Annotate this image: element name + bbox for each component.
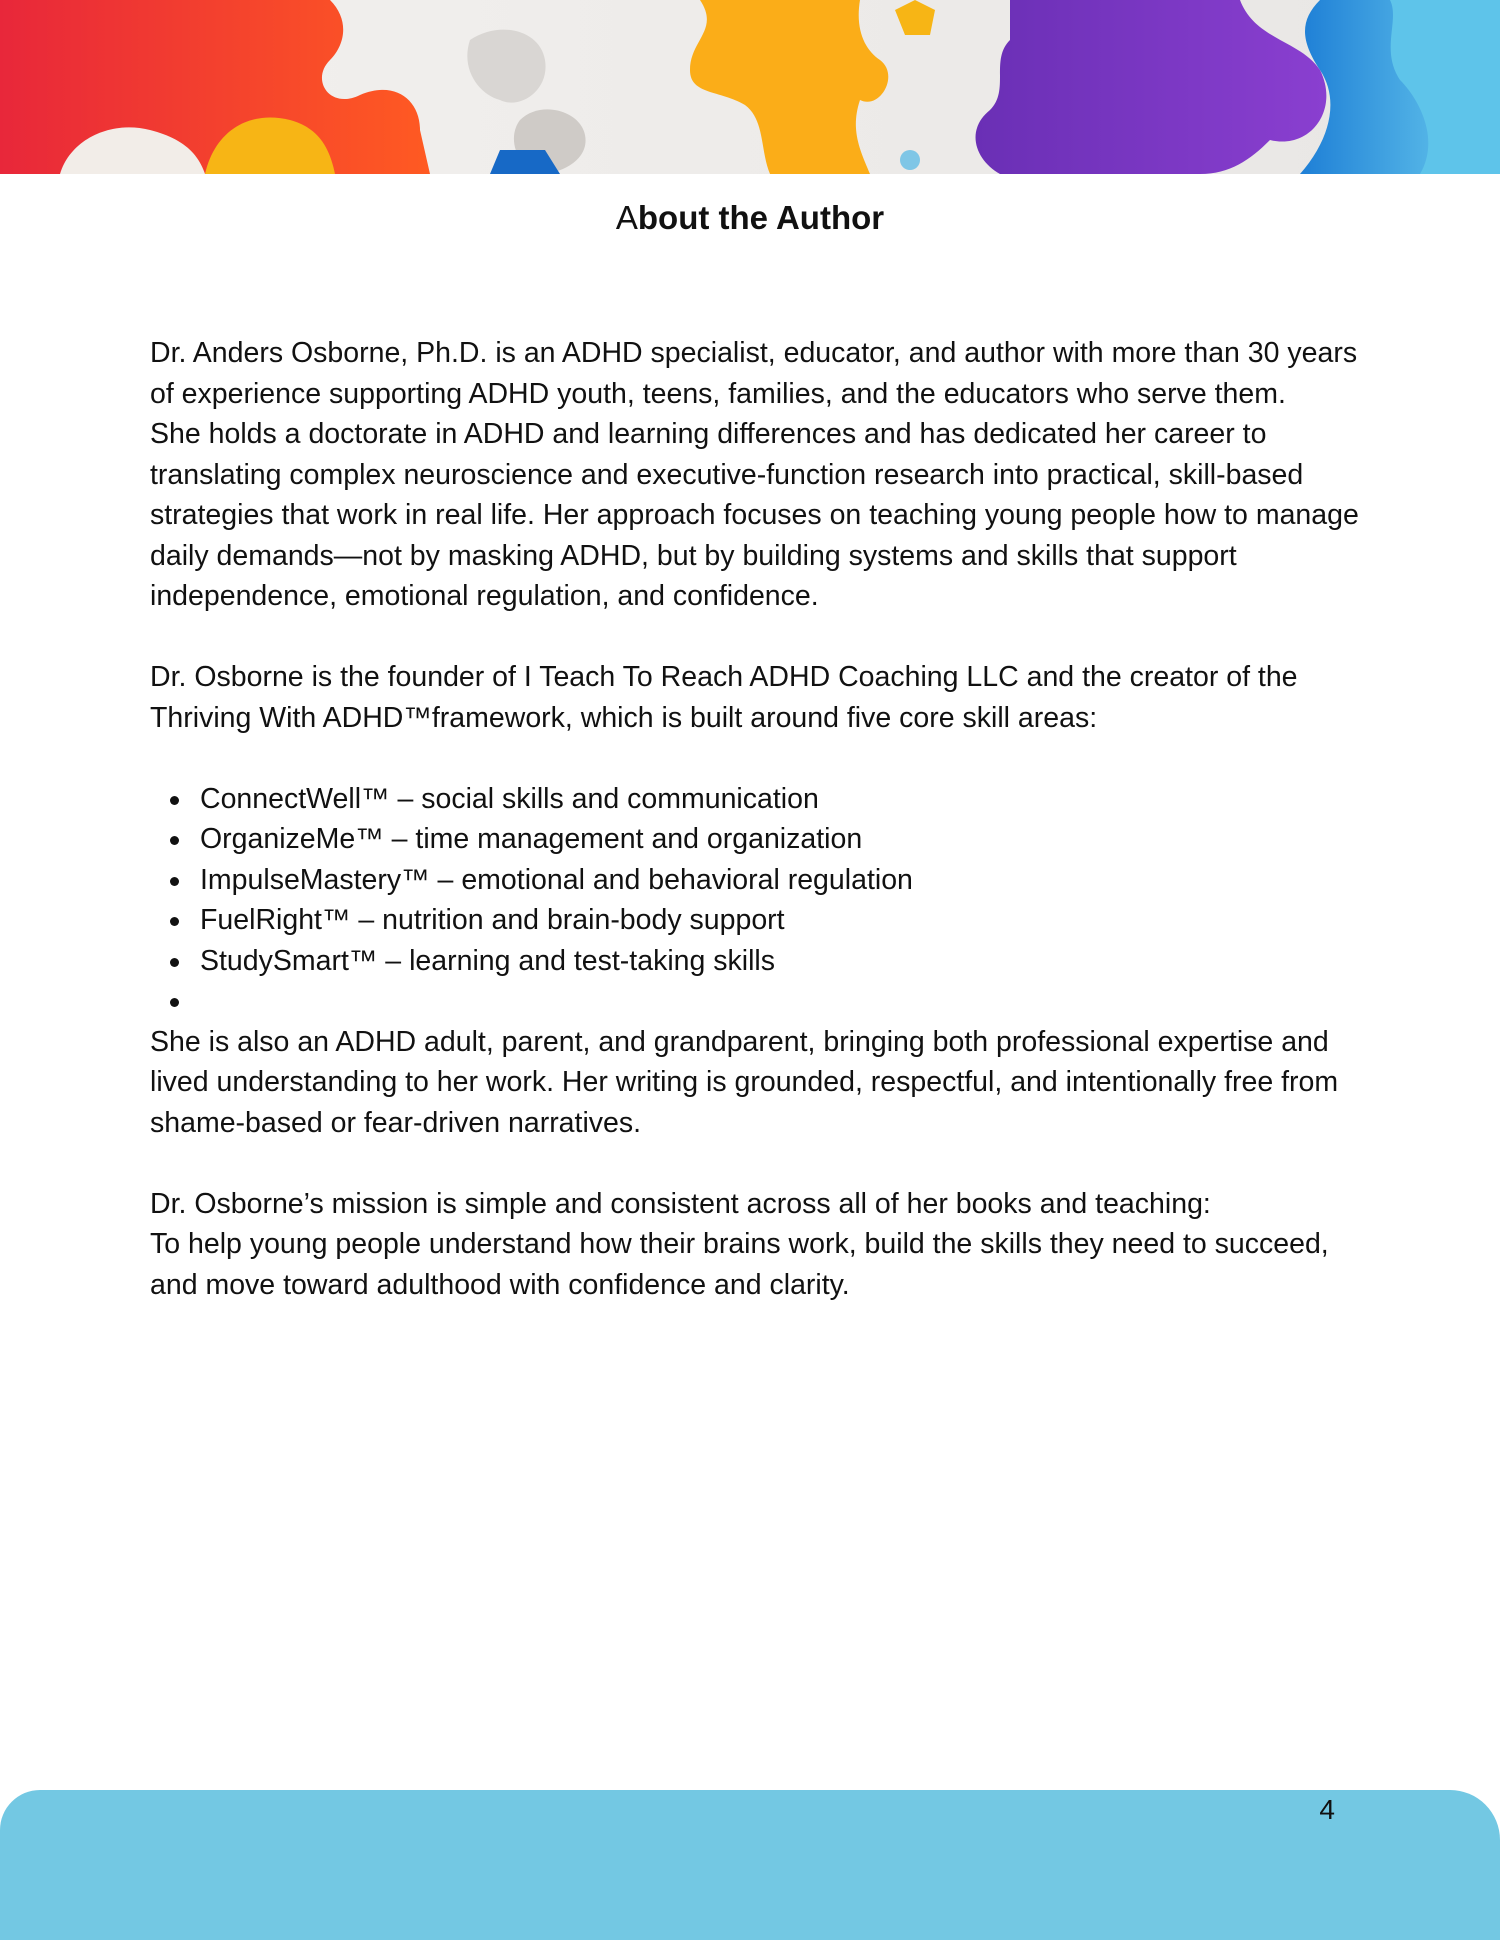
skill-areas-list [150,779,1370,1022]
page-title-first-letter: A [615,199,638,236]
list-item [200,981,1370,1022]
paragraph-spacer [150,617,1370,658]
page-title [0,196,1500,240]
footer-band [0,1790,1500,1940]
paragraph-spacer [150,738,1370,779]
page-title-rest: bout the Author [637,199,885,236]
mission-intro-paragraph: Dr. Osborne’s mission is simple and consistent across all of her books and teaching: [150,1187,1211,1220]
page-number: 4 [1319,1794,1335,1825]
bio-personal-paragraph: She is also an ADHD adult, parent, and grandparent, bringing both professional expertise and lived understanding to her work. Her writing is grounded, respectful, and intentionally free from shame-based or fear-driven narratives. [150,1025,1339,1139]
list-item: ImpulseMastery™ – emotional and behavioral regulation [200,860,1370,901]
paragraph-spacer [150,1143,1370,1184]
author-bio [150,333,1370,1305]
mission-paragraph: To help young people understand how their brains work, build the skills they need to succeed, and move toward adulthood with confidence and clarity. [150,1228,1329,1301]
bio-background-paragraph: She holds a doctorate in ADHD and learning differences and has dedicated her career to translating complex neuroscience and executive-function research into practical, skill-based strategies that work in real life. Her approach focuses on teaching young people how to manage daily demands—not by masking ADHD, but by building systems and skills that support independence, emotional regulation, and confidence. [150,418,1359,612]
header-banner-image [0,0,1500,174]
list-item: FuelRight™ – nutrition and brain-body support [200,900,1370,941]
list-item: StudySmart™ – learning and test-taking skills [200,941,1370,982]
list-item: OrganizeMe™ – time management and organization [200,819,1370,860]
list-item: ConnectWell™ – social skills and communication [200,779,1370,820]
bio-intro-paragraph: Dr. Anders Osborne, Ph.D. is an ADHD specialist, educator, and author with more than 30 years of experience supporting ADHD youth, teens, families, and the educators who serve them. [150,337,1358,410]
bio-founder-paragraph: Dr. Osborne is the founder of I Teach To Reach ADHD Coaching LLC and the creator of the Thriving With ADHD™framework, which is built around five core skill areas: [150,661,1298,734]
